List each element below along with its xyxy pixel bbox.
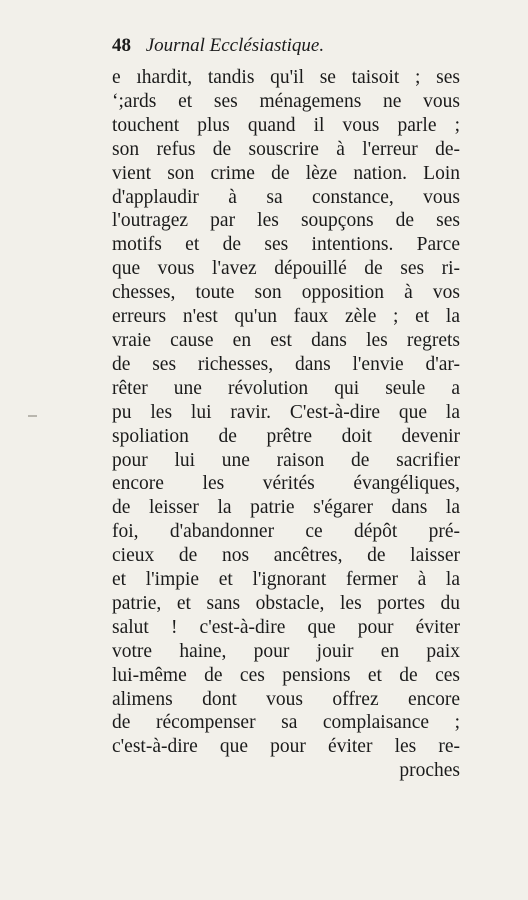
page-header	[112, 34, 324, 58]
page-number: 48	[112, 35, 131, 56]
text-line: foi, d'abandonner ce dépôt pré-	[112, 521, 460, 543]
catchword: proches	[399, 760, 460, 782]
running-title: Journal Ecclésiastique.	[145, 35, 325, 56]
text-line: d'applaudir à sa constance, vous	[112, 186, 460, 208]
text-line: que vous l'avez dépouillé de ses ri-	[112, 258, 460, 280]
text-line: salut ! c'est-à-dire que pour éviter	[112, 616, 460, 638]
text-line: vient son crime de lèze nation. Loin	[112, 162, 460, 184]
text-line: ʻ;ards et ses ménagemens ne vous	[112, 90, 460, 112]
text-line: spoliation de prêtre doit devenir	[112, 425, 460, 447]
text-line: et l'impie et l'ignorant fermer à la	[112, 569, 460, 591]
body-text	[112, 66, 460, 783]
text-line: rêter une révolution qui seule a	[112, 377, 460, 399]
text-line: pu les lui ravir. C'est-à-dire que la	[112, 401, 460, 423]
text-line: cieux de nos ancêtres, de laisser	[112, 545, 460, 567]
margin-mark	[28, 415, 37, 417]
text-line: vraie cause en est dans les regrets	[112, 329, 460, 351]
text-line: erreurs n'est qu'un faux zèle ; et la	[112, 306, 460, 328]
text-line: votre haine, pour jouir en paix	[112, 640, 460, 662]
text-line: de récompenser sa complaisance ;	[112, 712, 460, 734]
text-line: l'outragez par les soupçons de ses	[112, 210, 460, 232]
text-line: pour lui une raison de sacrifier	[112, 449, 460, 471]
text-line: de ses richesses, dans l'envie d'ar-	[112, 353, 460, 375]
text-line: lui-même de ces pensions et de ces	[112, 664, 460, 686]
text-line: encore les vérités évangéliques,	[112, 473, 460, 495]
text-line: e ıhardit, tandis qu'il se taisoit ; ses	[112, 67, 460, 88]
text-line: son refus de souscrire à l'erreur de-	[112, 138, 460, 160]
text-line: chesses, toute son opposition à vos	[112, 282, 460, 304]
text-line: alimens dont vous offrez encore	[112, 688, 460, 710]
text-line: patrie, et sans obstacle, les portes du	[112, 592, 460, 614]
text-line: c'est-à-dire que pour éviter les re-	[112, 736, 460, 758]
text-line: touchent plus quand il vous parle ;	[112, 114, 460, 136]
text-line: motifs et de ses intentions. Parce	[112, 234, 460, 256]
text-line: de leisser la patrie s'égarer dans la	[112, 497, 460, 519]
